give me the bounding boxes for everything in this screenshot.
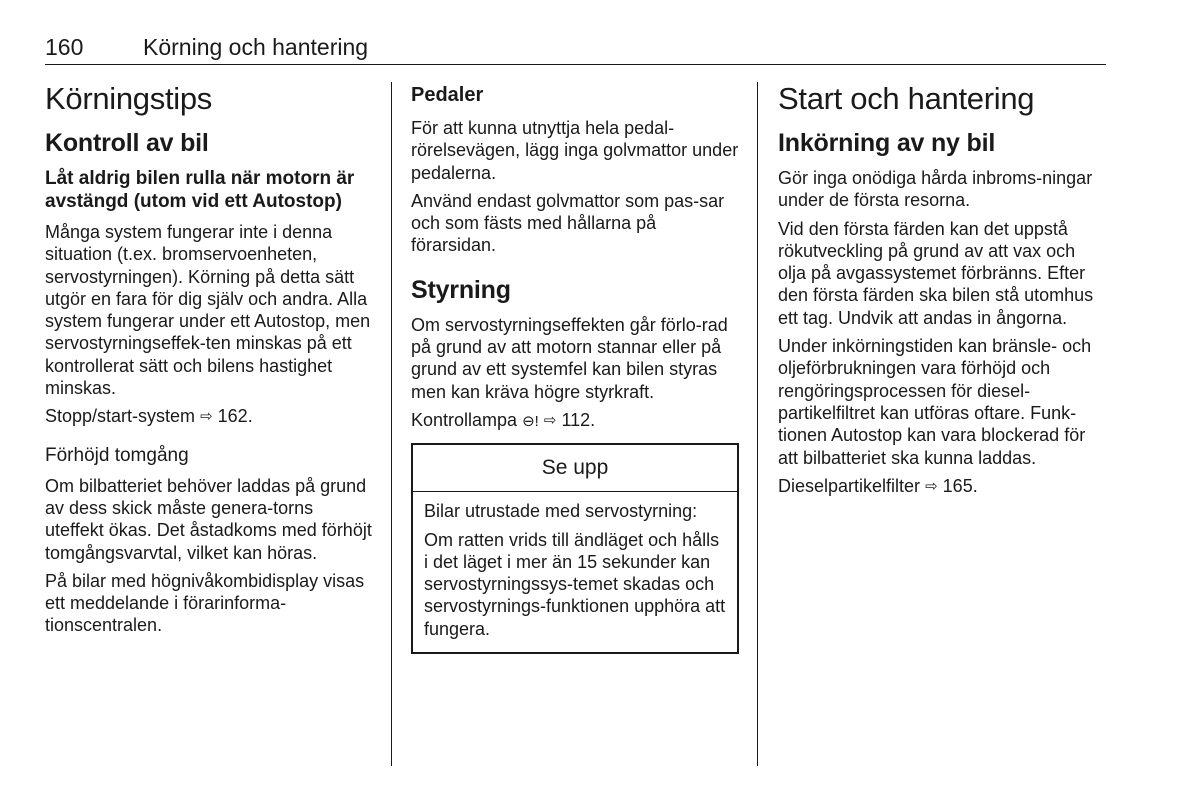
column-divider <box>757 82 758 766</box>
cross-reference <box>778 475 1108 499</box>
caution-text: Bilar utrustade med servostyrning: <box>424 501 698 522</box>
reference-label: Stopp/start-system <box>45 406 196 427</box>
reference-page: 165. <box>942 475 978 496</box>
caution-body <box>413 492 737 652</box>
warning-heading: Låt aldrig bilen rulla när motorn är avstängd (utom vid ett Autostop) <box>45 168 355 212</box>
caution-box <box>411 443 739 654</box>
paragraph: Använd endast golvmattor som pas-sar och som fästs med hållarna på förarsidan. <box>411 190 725 256</box>
column-divider <box>391 82 392 766</box>
paragraph: Under inkörningstiden kan bränsle- och oljeförbrukningen vara förhöjd och rengöringsprocessen för diesel-partikelfiltret kan utföras oftare. Funk-tionen Autostop kan vara blockerad för att bilbatteriet ska kunna laddas. <box>778 336 1092 468</box>
paragraph: Vid den första färden kan det uppstå rökutveckling på grund av att vax och olja på avgassystemet förbränns. Efter den första färden ska bilen stå utomhus ett tag. Undvik att andas in ångorna. <box>778 218 1094 328</box>
section-title: Kontroll av bil <box>45 129 209 157</box>
page-number: 160 <box>45 34 84 60</box>
paragraph: På bilar med högnivåkombidisplay visas ett meddelande i förarinforma-tionscentralen. <box>45 570 365 636</box>
steering-warning-lamp-icon: ⊖! <box>522 412 539 430</box>
paragraph: Om servostyrningseffekten går förlo-rad på grund av att motorn stannar eller på grund av ett systemfel kan bilen styras men kan kräva högre styrkraft. <box>411 314 728 402</box>
caution-title: Se upp <box>413 445 737 492</box>
subheading-pedals: Pedaler <box>411 84 484 106</box>
cross-reference <box>45 405 373 429</box>
reference-page: 112. <box>561 409 596 430</box>
paragraph: För att kunna utnyttja hela pedal-rörelsevägen, lägg inga golvmattor under pedalerna. <box>411 118 739 183</box>
chapter-title: Körningstips <box>45 81 212 116</box>
reference-arrow-icon: ⇨ <box>925 477 938 495</box>
paragraph: Om bilbatteriet behöver laddas på grund av dess skick måste genera-torns uteffekt ökas. Det åstadkoms med förhöjt tomgångsvarvtal, vilket kan höras. <box>45 475 372 563</box>
reference-label: Kontrollampa <box>411 409 518 430</box>
reference-label: Dieselpartikelfilter <box>778 475 921 496</box>
running-title: Körning och hantering <box>143 34 369 60</box>
chapter-title: Start och hantering <box>778 81 1035 116</box>
column-middle <box>411 84 739 654</box>
caution-text: Om ratten vrids till ändläget och hålls i det läget i mer än 15 sekunder kan servostyrningssys-temet skadas och servostyrnings-funktionen upphöra att fungera. <box>424 529 726 639</box>
subheading: Förhöjd tomgång <box>45 444 189 466</box>
paragraph: Många system fungerar inte i denna situation (t.ex. bromservoenheten, servostyrningen). Körning på detta sätt utgör en fara för dig själv och andra. Alla system fungerar under ett Autostop, men servostyrningseffek-ten minskas på ett kontrollerat sätt och bilens hastighet minskas. <box>45 222 371 399</box>
column-right <box>778 80 1108 505</box>
page-header <box>45 34 1106 65</box>
section-title: Inkörning av ny bil <box>778 129 996 157</box>
column-left <box>45 80 373 643</box>
reference-arrow-icon: ⇨ <box>200 408 213 426</box>
paragraph: Gör inga onödiga hårda inbroms-ningar under de första resorna. <box>778 168 1093 211</box>
reference-page: 162. <box>217 406 253 427</box>
cross-reference <box>411 409 739 433</box>
reference-arrow-icon: ⇨ <box>543 411 557 429</box>
section-title-steering: Styrning <box>411 275 511 304</box>
